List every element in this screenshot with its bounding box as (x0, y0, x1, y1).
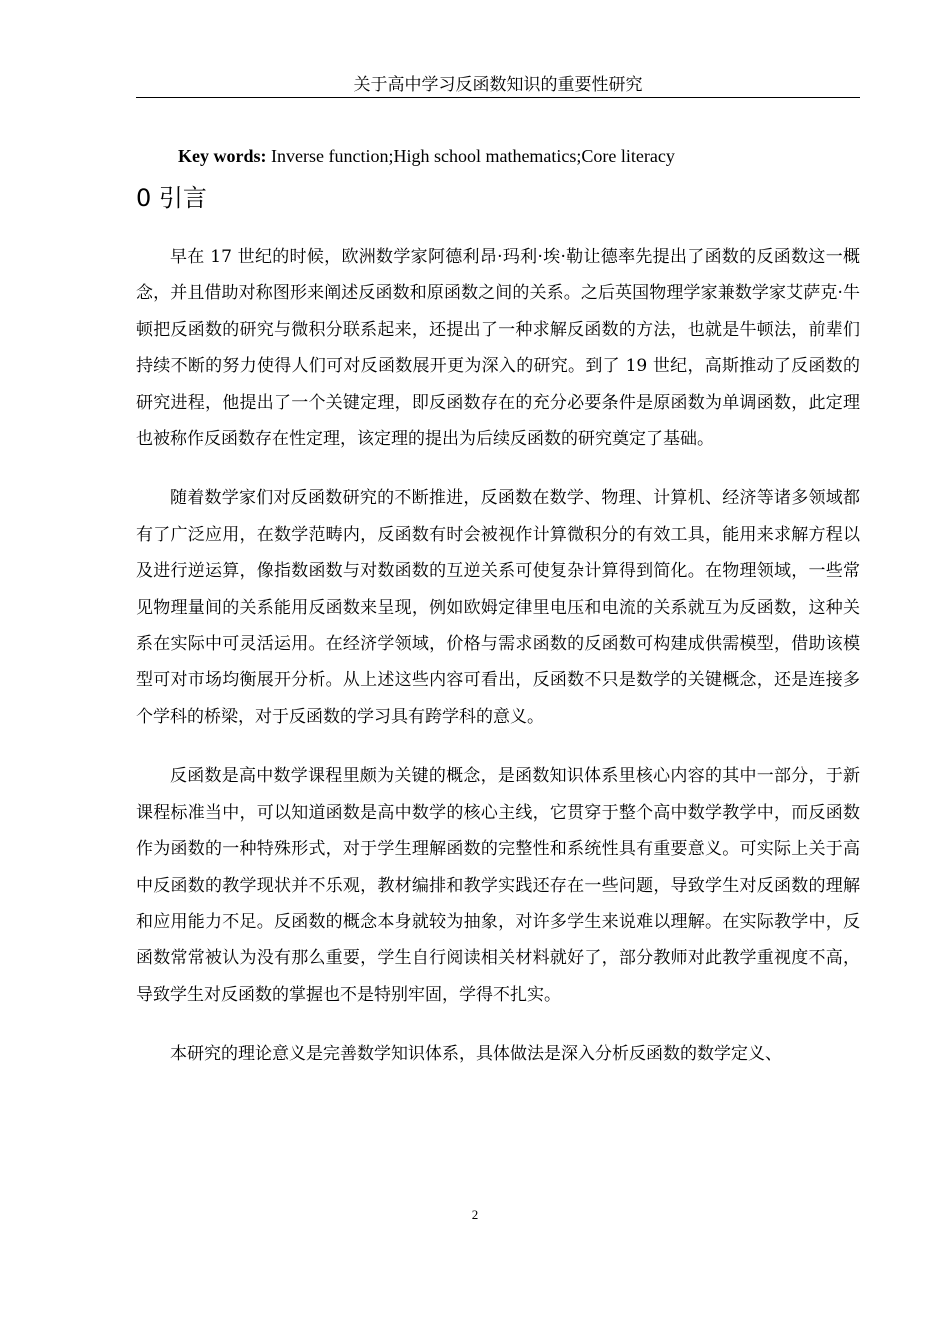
paragraph-4: 本研究的理论意义是完善数学知识体系，具体做法是深入分析反函数的数学定义、 (170, 1044, 782, 1065)
body-text (136, 239, 860, 1096)
keywords-label: Key words: (178, 146, 267, 166)
paragraph-2: 随着数学家们对反函数研究的不断推进，反函数在数学、物理、计算机、经济等诸多领域都有了广泛应用，在数学范畴内，反函数有时会被视作计算微积分的有效工具，能用来求解方程以及进行逆运算，像指数函数与对数函数的互逆关系可使复杂计算得到简化。在物理领域，一些常见物理量间的关系能用反函数来呈现，例如欧姆定律里电压和电流的关系就互为反函数，这种关系在实际中可灵活运用。在经济学领域，价格与需求函数的反函数可构建成供需模型，借助该模型可对市场均衡展开分析。从上述这些内容可看出，反函数不只是数学的关键概念，还是连接多个学科的桥梁，对于反函数的学习具有跨学科的意义。 (136, 488, 860, 727)
paragraph-1: 早在 17 世纪的时候，欧洲数学家阿德利昂·玛利·埃·勒让德率先提出了函数的反函数这一概念，并且借助对称图形来阐述反函数和原函数之间的关系。之后英国物理学家兼数学家艾萨克·牛顿把反函数的研究与微积分联系起来，还提出了一种求解反函数的方法，也就是牛顿法，前辈们持续不断的努力使得人们可对反函数展开更为深入的研究。到了 19 世纪，高斯推动了反函数的研究进程，他提出了一个关键定理，即反函数存在的充分必要条件是原函数为单调函数，此定理也被称作反函数存在性定理，该定理的提出为后续反函数的研究奠定了基础。 (136, 247, 860, 450)
header-rule (136, 97, 860, 98)
page-number: 2 (471, 1207, 479, 1222)
paragraph-3: 反函数是高中数学课程里颇为关键的概念，是函数知识体系里核心内容的其中一部分，于新课程标准当中，可以知道函数是高中数学的核心主线，它贯穿于整个高中数学教学中，而反函数作为函数的一种特殊形式，对于学生理解函数的完整性和系统性具有重要意义。可实际上关于高中反函数的教学现状并不乐观，教材编排和教学实践还存在一些问题，导致学生对反函数的理解和应用能力不足。反函数的概念本身就较为抽象，对许多学生来说难以理解。在实际教学中，反函数常常被认为没有那么重要，学生自行阅读相关材料就好了，部分教师对此教学重视度不高，导致学生对反函数的掌握也不是特别牢固，学得不扎实。 (136, 766, 860, 1005)
keywords-line (178, 144, 860, 168)
section-heading: 0 引言 (136, 184, 207, 212)
running-header-title: 关于高中学习反函数知识的重要性研究 (353, 75, 643, 95)
keywords-text: Inverse function;High school mathematics;Core literacy (266, 146, 675, 166)
